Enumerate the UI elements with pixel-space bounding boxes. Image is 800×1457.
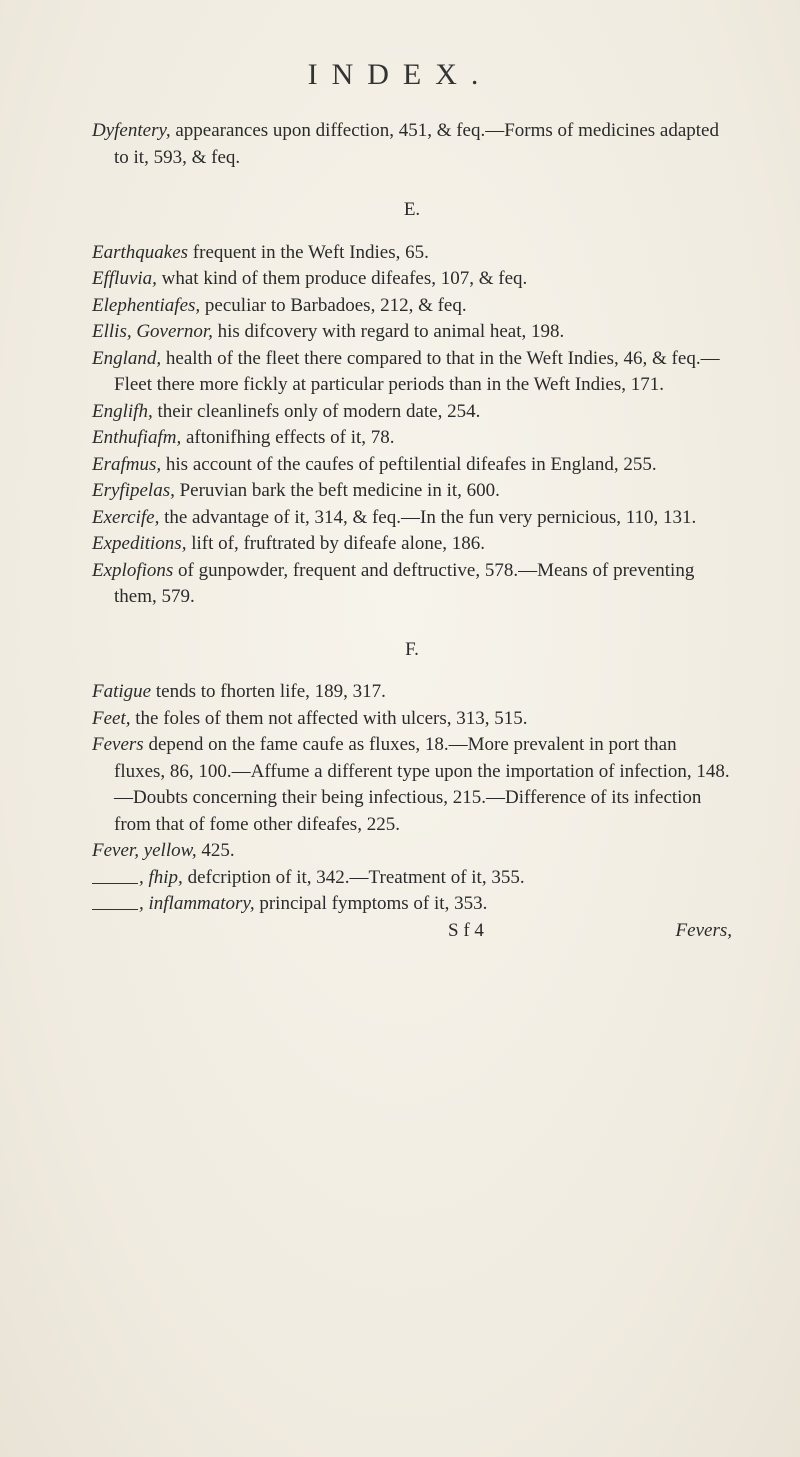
section-heading-f: F. bbox=[405, 638, 419, 660]
entry-headword: Earthquakes bbox=[92, 241, 189, 263]
index-body bbox=[92, 118, 732, 944]
entry-headword: Explofions bbox=[92, 559, 174, 581]
entry-headword: Ellis, Governor, bbox=[92, 321, 213, 342]
entry-text: the foles of them not affected with ulcers, 313, 515. bbox=[130, 707, 528, 729]
index-entry bbox=[92, 732, 732, 838]
entry-text: lift of, fruftrated by difeafe alone, 186. bbox=[186, 533, 486, 554]
entry-text: frequent in the Weft Indies, 65. bbox=[188, 241, 429, 263]
entry-text: 425. bbox=[196, 840, 235, 861]
entry-headword: Expeditions, bbox=[92, 533, 187, 554]
index-entry bbox=[92, 399, 732, 426]
index-entry bbox=[92, 319, 732, 346]
entry-headword: Enthufiafm, bbox=[92, 427, 182, 448]
entry-text: defcription of it, 342.—Treatment of it, 355. bbox=[182, 866, 525, 888]
entry-text: their cleanlinefs only of modern date, 254. bbox=[152, 400, 481, 422]
catchword: Fevers, bbox=[675, 919, 732, 941]
section-heading-e: E. bbox=[403, 199, 421, 220]
index-entry bbox=[92, 452, 732, 479]
entry-headword: Effluvia, bbox=[92, 268, 157, 289]
page-footer bbox=[92, 918, 732, 944]
entry-headword: , inflammatory, bbox=[139, 893, 255, 914]
entry-text: of gunpowder, frequent and deftructive, 578.—Means of preventing them, 579. bbox=[114, 559, 695, 607]
index-entry bbox=[92, 706, 732, 733]
entry-text: Peruvian bark the beft medicine in it, 600. bbox=[174, 480, 500, 501]
entry-text: his difcovery with regard to animal heat, 198. bbox=[212, 321, 565, 342]
entry-headword: Fatigue bbox=[92, 681, 152, 702]
entries-d bbox=[92, 118, 732, 171]
entry-headword: Erafmus, bbox=[92, 453, 162, 475]
entry-text: health of the fleet there compared to that in the Weft Indies, 46, & feq.—Fleet there more fickly at particular periods than in the Weft Indies, 171. bbox=[114, 347, 720, 395]
index-entry bbox=[92, 346, 732, 399]
index-entry bbox=[92, 558, 732, 611]
page-header: INDEX. bbox=[307, 58, 493, 91]
entry-headword: Eryfipelas, bbox=[92, 480, 175, 501]
index-entry bbox=[92, 505, 732, 532]
repeat-dash bbox=[92, 899, 138, 910]
index-entry bbox=[92, 478, 732, 505]
index-entry bbox=[92, 865, 732, 892]
index-entry bbox=[92, 425, 732, 452]
entry-text: the advantage of it, 314, & feq.—In the fun very pernicious, 110, 131. bbox=[159, 506, 697, 528]
entries-f bbox=[92, 679, 732, 865]
entry-text: his account of the caufes of peftilential difeafes in England, 255. bbox=[161, 453, 657, 475]
entry-headword: Feet, bbox=[92, 707, 131, 729]
entry-text: what kind of them produce difeafes, 107, & feq. bbox=[156, 268, 528, 289]
entry-headword: , fhip, bbox=[139, 866, 183, 888]
entry-headword: Dyfentery, bbox=[92, 120, 171, 141]
index-entry bbox=[92, 891, 732, 918]
entry-text: principal fymptoms of it, 353. bbox=[254, 893, 488, 914]
entry-headword: Englifh, bbox=[92, 400, 153, 422]
entry-headword: Elephentiafes, bbox=[92, 294, 201, 316]
entry-text: aftonifhing effects of it, 78. bbox=[181, 427, 395, 448]
signature-mark: S f 4 bbox=[448, 919, 484, 941]
entry-headword: Fevers bbox=[92, 734, 144, 755]
entry-text: appearances upon diffection, 451, & feq.—Forms of medicines adapted to it, 593, & feq. bbox=[114, 120, 719, 168]
index-entry bbox=[92, 266, 732, 293]
index-entry bbox=[92, 679, 732, 706]
entry-text: peculiar to Barbadoes, 212, & feq. bbox=[200, 294, 467, 316]
index-entry bbox=[92, 118, 732, 171]
repeat-dash bbox=[92, 873, 138, 884]
entry-text: tends to fhorten life, 189, 317. bbox=[151, 681, 386, 702]
index-entry bbox=[92, 240, 732, 267]
entry-text: depend on the fame caufe as fluxes, 18.—More prevalent in port than fluxes, 86, 100.—Affume a different type upon the importation of infection, 148.—Doubts concerning their being infectious, 215.—Difference of its infection from that of fome other difeafes, 225. bbox=[114, 734, 730, 835]
entries-f-continued bbox=[92, 865, 732, 918]
index-entry bbox=[92, 531, 732, 558]
index-entry bbox=[92, 293, 732, 320]
entry-headword: Exercife, bbox=[92, 506, 160, 528]
index-entry bbox=[92, 838, 732, 865]
entry-headword: Fever, yellow, bbox=[92, 840, 197, 861]
entry-headword: England, bbox=[92, 347, 162, 369]
entries-e bbox=[92, 240, 732, 611]
